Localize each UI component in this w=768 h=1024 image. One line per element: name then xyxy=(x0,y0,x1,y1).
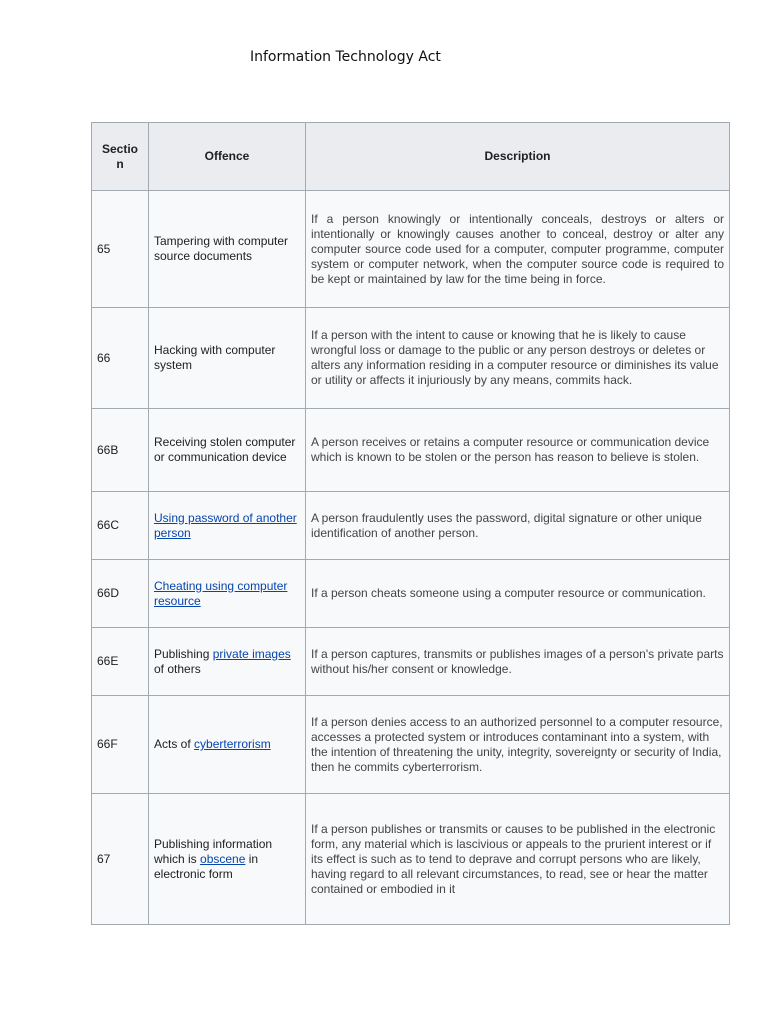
description-cell: A person fraudulently uses the password, digital signature or other unique identification of another person. xyxy=(306,492,730,560)
header-section: Sectio n xyxy=(92,123,149,191)
table-row xyxy=(92,409,730,492)
offence-cell xyxy=(149,409,306,492)
section-cell: 66D xyxy=(92,560,149,628)
section-cell: 67 xyxy=(92,794,149,925)
header-description: Description xyxy=(306,123,730,191)
section-cell: 66B xyxy=(92,409,149,492)
offence-text-after: of others xyxy=(154,661,201,676)
offence-text-before: Publishing xyxy=(154,646,213,661)
table-row xyxy=(92,628,730,696)
table-row xyxy=(92,696,730,794)
offence-cell xyxy=(149,308,306,409)
offence-cell xyxy=(149,628,306,696)
offence-text: Hacking with computer system xyxy=(154,343,276,372)
offence-link[interactable]: obscene xyxy=(200,851,246,866)
description-cell: A person receives or retains a computer resource or communication device which is known to be stolen or the person has reason to believe is stolen. xyxy=(306,409,730,492)
offence-cell xyxy=(149,794,306,925)
offence-cell xyxy=(149,492,306,560)
description-cell: If a person with the intent to cause or knowing that he is likely to cause wrongful loss or damage to the public or any person destroys or deletes or alters any information residing in a computer resource or diminishes its value or utility or affects it injuriously by any means, commits hack. xyxy=(306,308,730,409)
section-cell: 66 xyxy=(92,308,149,409)
description-cell: If a person publishes or transmits or causes to be published in the electronic form, any material which is lascivious or appeals to the prurient interest or if its effect is such as to tend to deprave and corrupt persons who are likely, having regard to all relevant circumstances, to read, see or hear the matter contained or embodied in it xyxy=(306,794,730,925)
offence-text: Tampering with computer source documents xyxy=(154,234,289,263)
header-offence: Offence xyxy=(149,123,306,191)
description-cell: If a person cheats someone using a computer resource or communication. xyxy=(306,560,730,628)
offence-cell xyxy=(149,696,306,794)
offence-text-after: in electronic form xyxy=(154,851,259,881)
section-cell: 66C xyxy=(92,492,149,560)
offence-link[interactable]: Using password of another person xyxy=(154,510,297,540)
table-row xyxy=(92,191,730,308)
section-cell: 66F xyxy=(92,696,149,794)
offence-text: Receiving stolen computer or communication device xyxy=(154,435,296,464)
offence-cell xyxy=(149,191,306,308)
offence-text-before: Acts of xyxy=(154,737,195,751)
section-cell: 65 xyxy=(92,191,149,308)
table-row xyxy=(92,308,730,409)
description-cell: If a person captures, transmits or publishes images of a person's private parts without his/her consent or knowledge. xyxy=(306,628,730,696)
offences-table xyxy=(91,122,730,925)
table-row xyxy=(92,794,730,925)
table-row xyxy=(92,492,730,560)
page-title: Information Technology Act xyxy=(250,49,441,65)
description-cell: If a person knowingly or intentionally conceals, destroys or alters or intentionally or knowingly causes another to conceal, destroy or alter any computer source code used for a computer, computer programme, computer system or computer network, when the computer source code is required to be kept or maintained by law for the time being in force. xyxy=(306,191,730,308)
section-cell: 66E xyxy=(92,628,149,696)
offence-link[interactable]: private images xyxy=(212,646,291,661)
offence-link[interactable]: cyberterrorism xyxy=(194,737,271,751)
description-cell: If a person denies access to an authorized personnel to a computer resource, accesses a protected system or introduces contaminant into a system, with the intention of threatening the unity, integrity, sovereignty or security of India, then he commits cyberterrorism. xyxy=(306,696,730,794)
offence-text-before: Publishing information which is xyxy=(154,836,273,866)
offence-link[interactable]: Cheating using computer resource xyxy=(154,578,288,608)
offence-cell xyxy=(149,560,306,628)
table-header-row xyxy=(92,123,730,191)
table-row xyxy=(92,560,730,628)
